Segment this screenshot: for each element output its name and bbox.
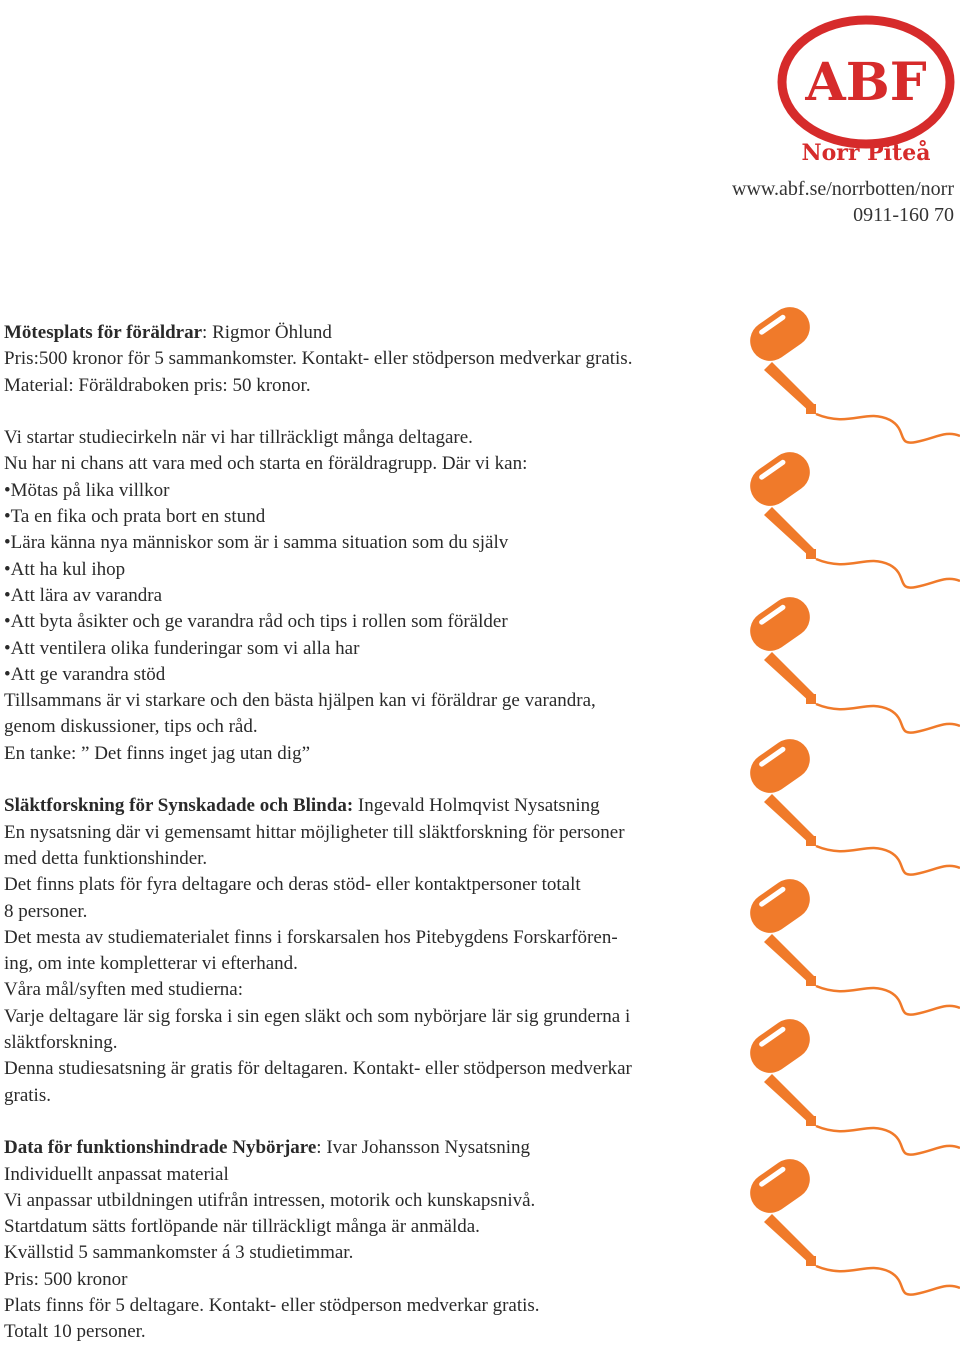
- logo-subtitle: Norr Piteå: [801, 140, 931, 166]
- section2-line: släktforskning.: [4, 1032, 118, 1054]
- microphone-icon: [742, 589, 960, 732]
- microphone-icon: [742, 871, 960, 1014]
- bullet-item: •Att ha kul ihop: [4, 558, 126, 580]
- bullet-item: •Att byta åsikter och ge varandra råd och tips i rollen som förälder: [4, 611, 508, 633]
- microphone-column: [740, 300, 960, 1345]
- section2-line: gratis.: [4, 1084, 51, 1106]
- microphone-icon: [742, 444, 960, 587]
- section1-heading: [4, 320, 744, 346]
- section2-line: Varje deltagare lär sig forska i sin egen släkt och som nybörjare lär sig grunderna i: [4, 1005, 631, 1027]
- section2-leader: Ingevald Holmqvist Nysatsning: [353, 795, 600, 817]
- bullet-item: •Lära känna nya människor som är i samma situation som du själv: [4, 532, 509, 554]
- section3-line: Individuellt anpassat material: [4, 1163, 229, 1185]
- main-content: [4, 320, 744, 1346]
- section3-line: Startdatum sätts fortlöpande när tillräckligt många är anmälda.: [4, 1216, 480, 1238]
- section2-line: med detta funktionshinder.: [4, 847, 208, 869]
- microphone-icon: [742, 1011, 960, 1154]
- section1-intro1: Vi startar studiecirkeln när vi har tillräckligt många deltagare.: [4, 427, 473, 449]
- section1-together1: Tillsammans är vi starkare och den bästa hjälpen kan vi föräldrar ge varandra,: [4, 690, 596, 712]
- microphone-icon: [742, 300, 960, 443]
- section2-line: 8 personer.: [4, 900, 88, 922]
- section3-leader: : Ivar Johansson Nysatsning: [316, 1137, 531, 1159]
- microphone-icon: [742, 731, 960, 874]
- abf-logo: [776, 8, 956, 168]
- section3-line: Totalt 10 personer.: [4, 1321, 146, 1343]
- section2-line: En nysatsning där vi gemensamt hittar möjligheter till släktforskning för personer: [4, 821, 625, 843]
- microphone-icon: [742, 1151, 960, 1294]
- section2-line: Våra mål/syften med studierna:: [4, 979, 244, 1001]
- bullet-item: •Att ventilera olika funderingar som vi alla har: [4, 637, 360, 659]
- section1-intro2: Nu har ni chans att vara med och starta en föräldragrupp. Där vi kan:: [4, 453, 528, 475]
- bullet-item: •Att ge varandra stöd: [4, 663, 166, 685]
- section3-heading: [4, 1135, 744, 1161]
- section1-leader: : Rigmor Öhlund: [202, 322, 332, 343]
- logo-text: ABF: [805, 52, 927, 113]
- section2-title: Släktforskning för Synskadade och Blinda:: [4, 795, 354, 817]
- section3-line: Vi anpassar utbildningen utifrån intressen, motorik och kunskapsnivå.: [4, 1189, 536, 1211]
- website: www.abf.se/norrbotten/norr: [732, 178, 954, 200]
- bullet-item: •Mötas på lika villkor: [4, 479, 170, 501]
- section1-together2: genom diskussioner, tips och råd.: [4, 716, 258, 738]
- section1-thought: En tanke: ” Det finns inget jag utan dig”: [4, 742, 311, 764]
- section3-line: Pris: 500 kronor: [4, 1268, 128, 1290]
- section2-heading: [4, 793, 744, 819]
- section3-line: Kvällstid 5 sammankomster á 3 studietimmar.: [4, 1242, 354, 1264]
- bullet-item: •Ta en fika och prata bort en stund: [4, 506, 266, 528]
- contact-info: [732, 176, 954, 228]
- section3-line: Plats finns för 5 deltagare. Kontakt- eller stödperson medverkar gratis.: [4, 1294, 540, 1316]
- bullet-item: •Att lära av varandra: [4, 584, 163, 606]
- phone: 0911-160 70: [853, 204, 954, 226]
- section2-line: Denna studiesatsning är gratis för deltagaren. Kontakt- eller stödperson medverkar: [4, 1058, 632, 1080]
- section3-title: Data för funktionshindrade Nybörjare: [4, 1137, 317, 1159]
- section1-price: Pris:500 kronor för 5 sammankomster. Kontakt- eller stödperson medverkar gratis.: [4, 348, 633, 370]
- section1-material: Material: Föräldraboken pris: 50 kronor.: [4, 374, 311, 396]
- section2-line: Det finns plats för fyra deltagare och deras stöd- eller kontaktpersoner totalt: [4, 874, 581, 896]
- section1-title: Mötesplats för föräldrar: [4, 322, 203, 343]
- section2-line: ing, om inte kompletterar vi efterhand.: [4, 953, 298, 975]
- section2-line: Det mesta av studiematerialet finns i forskarsalen hos Pitebygdens Forskarfören-: [4, 926, 618, 948]
